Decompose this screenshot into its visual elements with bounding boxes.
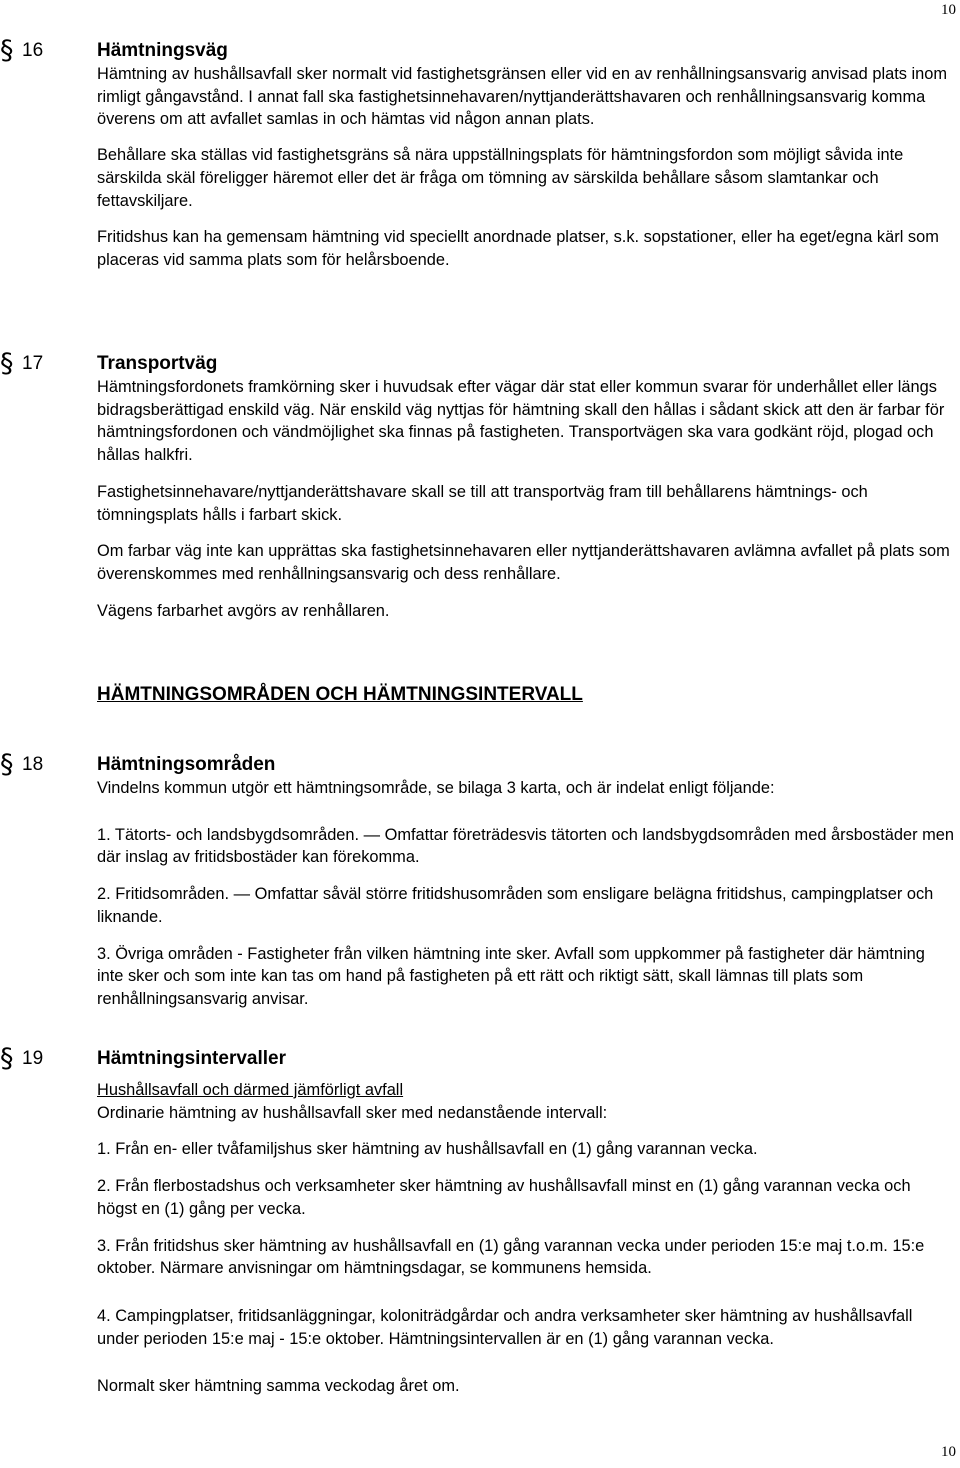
paragraph: Vägens farbarhet avgörs av renhållaren.	[97, 601, 390, 620]
paragraph: Behållare ska ställas vid fastighetsgräns så nära uppställningsplats för hämtningsfordon som möjligt såvida inte särskilda skäl föreligger häremot eller det är fråga om tömning av särskilda behållare såsom slamtankar och fettavskiljare.	[97, 146, 904, 210]
list-item: 4. Campingplatser, fritidsanläggningar, koloniträdgårdar och andra verksamheter sker hämtning av hushållsavfall under perioden 15:e maj - 15:e oktober. Hämtningsintervallen är en (1) gång varannan vecka.	[97, 1306, 913, 1348]
list-item: 1. Tätorts- och landsbygdsområden. — Omfattar företrädesvis tätorten och landsbygdsområden med årsbostäder men där inslag av fritidsbostäder kan förekomma.	[97, 825, 954, 867]
section-title: Transportväg	[97, 353, 218, 374]
page-number-bottom: 10	[941, 1444, 956, 1460]
paragraph: Normalt sker hämtning samma veckodag året om.	[97, 1377, 460, 1396]
page-number-top: 10	[941, 2, 956, 18]
section-sign-icon: §	[0, 348, 14, 379]
section-number: 16	[22, 40, 44, 61]
list-item: 2. Från flerbostadshus och verksamheter sker hämtning av hushållsavfall minst en (1) gång varannan vecka och högst en (1) gång per vecka.	[97, 1177, 911, 1218]
list-item: 3. Övriga områden - Fastigheter från vilken hämtning inte sker. Avfall som uppkommer på fastigheter där hämtning inte sker och som inte kan tas om hand på fastigheten på ett rätt och riktigt sätt, skall lämnas till plats som renhållningsansvarig anvisar.	[97, 944, 925, 1008]
section-sign-icon: §	[0, 1043, 14, 1074]
paragraph: Hämtningsfordonets framkörning sker i huvudsak efter vägar där stat eller kommun svarar för underhållet eller längs bidragsberättigad enskild väg. När enskild väg nyttjas för hämtning skall den hållas i sådant skick att den är farbar för hämtningsfordonen och vändmöjlighet ska finnas på fastigheten. Transportvägen ska vara godkänt röjd, plogad och hållas halkfri.	[97, 378, 945, 465]
section-title: Hämtningsväg	[97, 40, 228, 61]
section-sign-icon: §	[0, 749, 14, 780]
section-number: 19	[22, 1048, 44, 1069]
paragraph: Fastighetsinnehavare/nyttjanderättshavare skall se till att transportväg fram till behållarens hämtnings- och tömningsplats hålls i farbart skick.	[97, 482, 868, 524]
list-item: 1. Från en- eller tvåfamiljshus sker hämtning av hushållsavfall en (1) gång varannan vecka.	[97, 1140, 758, 1159]
paragraph: Vindelns kommun utgör ett hämtningsområde, se bilaga 3 karta, och är indelat enligt följande:	[97, 779, 775, 797]
section-number: 18	[22, 754, 44, 775]
paragraph: Hämtning av hushållsavfall sker normalt vid fastighetsgränsen eller vid en av renhållningsansvarig anvisad plats inom rimligt gångavstånd. I annat fall ska fastighetsinnehavaren/nyttjanderättshavaren och renhållningsansvarig komma överens om att avfallet samlas in och hämtas vid någon annan plats.	[97, 65, 948, 129]
main-heading: HÄMTNINGSOMRÅDEN OCH HÄMTNINGSINTERVALL	[97, 684, 583, 705]
paragraph: Fritidshus kan ha gemensam hämtning vid speciellt anordnade platser, s.k. sopstationer, eller ha eget/egna kärl som placeras vid samma plats som för helårsboende.	[97, 228, 939, 269]
paragraph: Ordinarie hämtning av hushållsavfall sker med nedanstående intervall:	[97, 1103, 608, 1122]
section-title: Hämtningsintervaller	[97, 1048, 286, 1069]
list-item: 2. Fritidsområden. — Omfattar såväl större fritidshusområden som ensligare belägna fritidshus, campingplatser och liknande.	[97, 885, 934, 926]
section-number: 17	[22, 353, 44, 374]
list-item: 3. Från fritidshus sker hämtning av hushållsavfall en (1) gång varannan vecka under perioden 15:e maj t.o.m. 15:e oktober. Närmare anvisningar om hämtningsdagar, se kommunens hemsida.	[97, 1236, 925, 1278]
section-sign-icon: §	[0, 35, 14, 66]
subheading: Hushållsavfall och därmed jämförligt avfall	[97, 1081, 404, 1099]
paragraph: Om farbar väg inte kan upprättas ska fastighetsinnehavaren eller nyttjanderättshavaren avlämna avfallet på plats som överenskommes med renhållningsansvarig och dess renhållare.	[97, 542, 950, 583]
section-title: Hämtningsområden	[97, 754, 276, 775]
